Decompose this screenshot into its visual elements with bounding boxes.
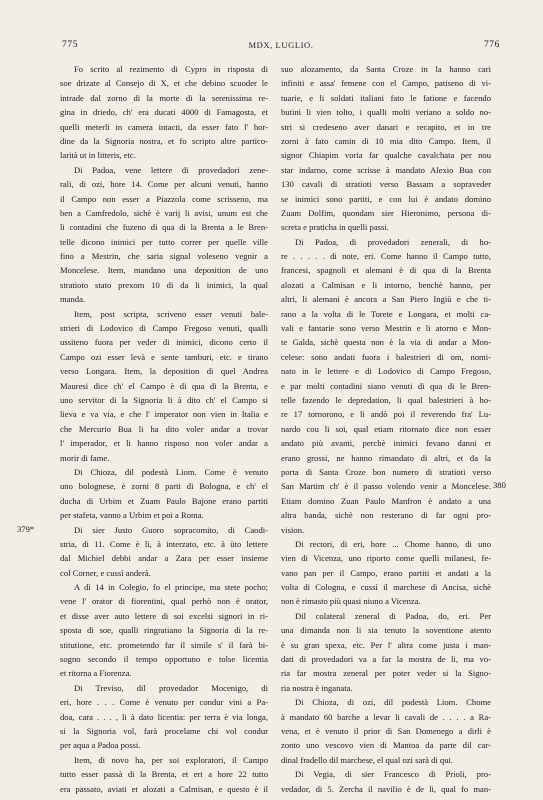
- text-line: eri, hore . . . Come è venuto per condur vini a Pa-: [60, 697, 268, 708]
- text-line: dati di provedadori va a far la mostra de li, ma vo-: [281, 654, 491, 665]
- text-line: ria nostra è inganata.: [281, 682, 353, 693]
- running-header: [62, 40, 500, 56]
- text-line: stratioto stato prexom 10 di da li inimici, la qual: [60, 279, 268, 290]
- text-line: Di Chioza, dil podestà Liom. Come è venuto: [74, 466, 268, 477]
- left-text-column: [60, 62, 268, 796]
- text-line: San Martim ch' è il passo volendo venir a Moncelese.: [281, 481, 491, 492]
- text-line: telle dicono inimici per tutto correr per quelle ville: [60, 236, 268, 247]
- text-line: morir di fame.: [60, 452, 110, 463]
- text-line: signor Chiapim voria far qualche cavalchata per nou: [281, 150, 491, 161]
- text-line: suo alozamento, da Santa Croze in la hanno cari: [281, 64, 491, 74]
- text-line: alozati a Calmisan e li intorno, benchè hanno, per: [281, 279, 491, 290]
- text-line: volta di Cologna, e cussì il marchese di Ancisa, sichè: [281, 582, 491, 593]
- text-line: Di rectori, di eri, hore ... Chome hanno, di uno: [295, 538, 491, 549]
- text-line: tutto esser passà di la Brenta, et eri a hore 22 tutto: [60, 769, 268, 780]
- text-line: nardo cou li soi, qual etiam ritornato dice non esser: [281, 423, 491, 434]
- text-line: A dì 14 in Colegio, fo el principe, ma stete pocho;: [74, 582, 268, 593]
- text-line: una dimanda non li sia tenuto la soventione atento: [281, 625, 491, 636]
- text-line: altra banda, sichè non resterano di far ogni pro-: [281, 510, 491, 521]
- text-line: Fo scrito al rezimento di Cypro in risposta di: [74, 64, 268, 74]
- text-line: 130 cavali di stratioti verso Bassam a sopraveder: [281, 179, 491, 190]
- text-line: butini li vien tolto, i qualli molti veriano a soldo no-: [281, 107, 491, 118]
- text-line: zorni à fato camin di 10 mia dito Campo. Item, il: [281, 135, 491, 146]
- text-line: tuarie, e li soldati italiani fato le fatione e facendo: [281, 92, 491, 103]
- text-line: Etiam domino Zuan Paulo Manfron è andato a una: [281, 495, 491, 506]
- text-line: vien di Vicenza, uno riporto come quelli milanesi, fe-: [281, 553, 491, 564]
- text-line: è su gran spexa, etc. Per l' altra come justa i man-: [281, 639, 491, 650]
- text-line: re 17 tornorono, e li andò poi il reverendo fra' Lu-: [281, 409, 491, 420]
- text-line: vano pan per il Campo, erano partiti et andati a la: [281, 567, 491, 578]
- text-line: vision.: [281, 524, 305, 535]
- right-text-column: [281, 62, 491, 796]
- text-line: col Corner, e cussì anderà.: [60, 567, 151, 578]
- running-title: MDX, LUGLIO.: [248, 40, 314, 50]
- page-number-left: 775: [62, 40, 79, 50]
- text-line: Di sier Justo Guoro sopracomito, di Caodi-: [74, 524, 268, 535]
- text-line: verso Longara. Item, la deposition di quel Andrea: [60, 366, 268, 377]
- text-line: che Mercurio Bua li ha dito voler andar a trovar: [60, 423, 268, 434]
- text-line: telle fazendo le depredation, li qual balestrieri à ho-: [281, 394, 491, 405]
- text-line: Di Padoa, di provedadori zenerali, di ho-: [295, 236, 491, 247]
- margin-note-left: 379*: [17, 524, 35, 534]
- text-line: si la Signoria vol, farà procelame chi vol condur: [60, 725, 268, 736]
- text-line: nato in le lettere e di Lodovico di Campo Fregoso,: [281, 366, 491, 377]
- text-line: doa, cara . . . , li à dato licentia: per terra è via longa,: [60, 711, 268, 722]
- text-line: celese: sono andati fuora i balestrieri di om, nomi-: [281, 351, 491, 362]
- text-line: non è rimasto più quasi niuno a Vicenza.: [281, 596, 421, 607]
- page-number-right: 776: [483, 40, 500, 50]
- text-line: erano grossi, ne hanno rimandato di altri, et da la: [281, 452, 491, 463]
- text-line: ria far mostra zeneral per poter veder si la Signo-: [281, 668, 491, 679]
- text-line: ducha di Urbim et Zuam Paulo Bajone erano partiti: [60, 495, 268, 506]
- text-line: e par molti contadini siano venuti di qua di le Bren-: [281, 380, 491, 391]
- text-line: per stafeta, vanno a Urbim et poi a Roma.: [60, 510, 204, 521]
- text-line: uno servitor di la Signoria li à dito ch' el Campo si: [60, 394, 268, 405]
- text-line: vena, et è venuto il prior di San Domenego a dirli è: [281, 725, 491, 736]
- text-line: star indarno, come scrisse à mandato Alexio Bua con: [281, 164, 491, 175]
- text-line: et disse aver auto lettere di soi excelsi signori in ri-: [60, 610, 268, 621]
- text-line: dinal fradello dil marchese, el qual ozi sarà di qui.: [281, 754, 454, 765]
- text-line: à mandato 60 barche a levar li cavali de . . . . a Ra-: [281, 711, 491, 722]
- text-line: screta e praticha in quelli passi.: [281, 222, 389, 233]
- text-line: ussiteno fuora per veder di inimici, dicono certo il: [60, 337, 268, 348]
- text-line: Dil colateral zeneral di Padoa, do, eri. Per: [295, 610, 491, 621]
- text-line: Item, di novo ha, per soi exploratori, il Campo: [74, 754, 268, 765]
- text-line: era passato, aviati et alozati a Calmisan, e questo è il: [60, 783, 268, 794]
- text-line: Moncelese. Item, mandano una deposition de uno: [60, 265, 268, 276]
- text-line: vali e fantarie sono verso Mestrin e li atorno e Mon-: [281, 323, 491, 334]
- text-line: vedador, di 5. Zercha il navilio è de li, qual fo man-: [281, 783, 491, 794]
- text-line: il Campo non esser a Piazzola come scrisseno, ma: [60, 193, 268, 204]
- text-line: lieva e va via, e che l' imperator non vien in Italia e: [60, 409, 268, 420]
- text-line: uno bolognese, è zorni 8 parti di Bologna, e ch' el: [60, 481, 268, 492]
- text-line: strieri di Lodovico di Campo Fregoso venuti, qualli: [60, 323, 268, 334]
- text-line: per aqua a Padoa possi.: [60, 740, 141, 751]
- text-line: rano a la volta di le Torete e Longara, et molti ca-: [281, 308, 491, 319]
- text-line: Item, post scripta, scriveno esser venuti bale-: [74, 308, 268, 319]
- text-line: stitutione, etc. prometendo far il simile s' il farà bi-: [60, 639, 268, 650]
- text-line: et ritorna a Fiorenza.: [60, 668, 132, 679]
- text-line: li contadini che fuzeno di qua di la Brenta a le Bren-: [60, 222, 268, 233]
- margin-note-right: 380: [493, 480, 506, 490]
- text-line: Di Chioza, di ozi, dil podestà Liom. Chome: [295, 697, 491, 708]
- text-line: francesi, spagnoli et alemani è di qua di la Brenta: [281, 265, 491, 276]
- text-line: manda.: [60, 294, 86, 305]
- text-line: Mauresi dice ch' el Campo è di qua di la Brenta, e: [60, 380, 268, 391]
- text-line: infiniti e assa' femene con el Campo, patiseno di vi-: [281, 78, 491, 89]
- text-line: zonto uno vescovo vien di Mantoa da parte dil car-: [281, 740, 491, 751]
- text-line: fino a Mestrin, che saria signal voleseno vegnir a: [60, 251, 268, 262]
- text-line: Di Padoa, vene lettere di provedadori zene-: [74, 164, 268, 175]
- text-line: porta di Santa Croze bon numero di stratioti verso: [281, 466, 491, 477]
- text-line: larità ut in litteris, etc.: [60, 150, 136, 161]
- text-line: stri si credeseno aver danari e recapito, et in tre: [281, 121, 491, 132]
- text-line: soe drizate al Consejo di X, et che debino scuoder le: [60, 78, 268, 89]
- text-line: Zuam Dolfim, quondam sier Hieronimo, persona di-: [281, 207, 491, 218]
- text-line: re . . . . . di note, eri. Come hanno il Campo tutto,: [281, 251, 491, 262]
- text-line: l' imperador, et li hanno risposo non voler andar a: [60, 438, 268, 449]
- text-line: sogno secondo il tempo opportuno e tolse licentia: [60, 654, 268, 665]
- text-line: rali, di ozi, hore 14. Come per alcuni venuti, hanno: [60, 179, 268, 190]
- text-line: vene l' orator di fiorentini, qual perhò non è orator,: [60, 596, 268, 607]
- text-line: dal Michiel debbi andar a Zara per esser insieme: [60, 553, 268, 564]
- text-line: Di Treviso, dil provedador Mocenigo, di: [74, 682, 268, 693]
- text-line: Campo ozi esser levà e sente tamburi, etc. e tirano: [60, 351, 268, 362]
- text-line: sposta di soe, qualli ringratiano la Signoria di la re-: [60, 625, 268, 636]
- text-line: quelli meterli in camera intacti, da esser fato l' hor-: [60, 121, 268, 132]
- text-line: stria, di 11. Come è lì, à interzato, etc. à ùto lettere: [60, 538, 268, 549]
- text-line: altri, li alemani è ancora a San Piero Ingiù e che ti-: [281, 294, 491, 305]
- text-line: ben a Camfredolo, sichè è varij li avisi, unum est che: [60, 207, 268, 218]
- text-line: dine da la Signoria nostra, et fo scripto altre partico-: [60, 135, 268, 146]
- text-line: Di Vegia, di sier Francesco di Prioli, pro-: [295, 769, 491, 780]
- text-line: te Galda, sichè questa non è la via di andar a Mon-: [281, 337, 491, 348]
- text-line: intrade dal zorno di la morte di la serenissima re-: [60, 92, 268, 103]
- text-line: andato più avanti, perchè inimici fevano danni et: [281, 438, 491, 449]
- text-line: gina in driedo, ch' era ducati 4000 di Famagosta, et: [60, 107, 268, 118]
- text-line: se inimici sono partiti, e con lui è andato domino: [281, 193, 491, 204]
